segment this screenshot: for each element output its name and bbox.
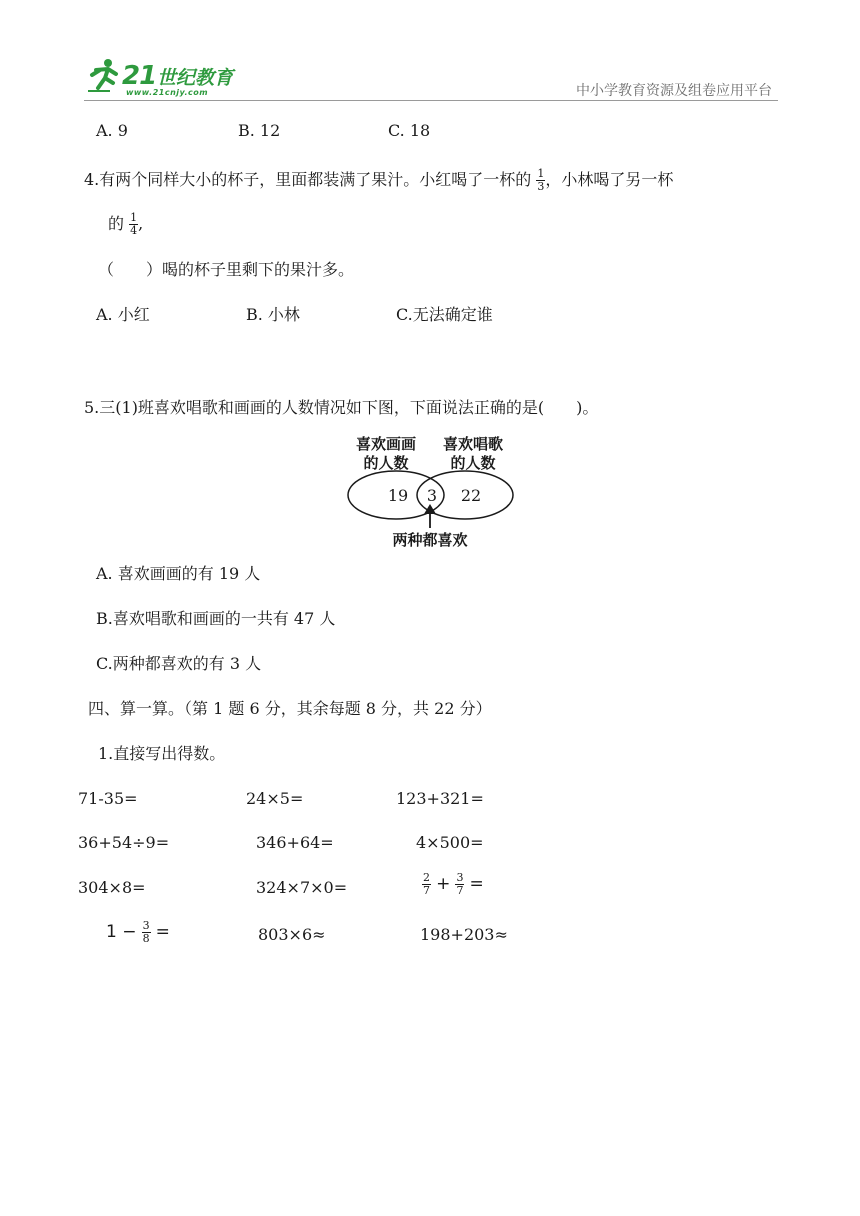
- calc-r4-c3: 198+203≈: [420, 925, 508, 944]
- venn-bottom-label: 两种都喜欢: [392, 531, 468, 549]
- calc-r3-frac2-den: 7: [456, 884, 464, 897]
- q5-option-c: C.两种都喜欢的有 3 人: [96, 654, 262, 673]
- q3-option-a: A. 9: [96, 121, 128, 140]
- calc-r3-frac1: [422, 872, 431, 897]
- runner-logo-icon: [86, 58, 122, 94]
- venn-left-label-2: 的人数: [363, 454, 409, 472]
- q4-option-a: A. 小红: [96, 305, 150, 324]
- q4-question-line3: （ ）喝的杯子里剩下的果汁多。: [98, 260, 355, 279]
- calc-r3-frac1-den: 7: [423, 884, 430, 897]
- calc-r3-c1: 304×8=: [78, 878, 146, 897]
- platform-name: 中小学教育资源及组卷应用平台: [576, 83, 772, 99]
- section4-q1-title: 1.直接写出得数。: [98, 744, 226, 763]
- q4-frac2-den: 4: [130, 224, 138, 237]
- q4-question-line1: [84, 168, 673, 193]
- calc-r4-c1: [106, 920, 170, 945]
- q4-option-b: B. 小林: [246, 305, 300, 324]
- calc-r1-c2: 24×5=: [246, 789, 304, 808]
- venn-right-value: 22: [460, 486, 482, 505]
- logo-number: 21: [122, 61, 157, 91]
- calc-r3-frac2-num: 3: [456, 871, 464, 884]
- q4-question-line2: [108, 212, 143, 237]
- q4-text-part1: 4.有两个同样大小的杯子，里面都装满了果汁。小红喝了一杯的: [84, 170, 532, 189]
- q4-fraction-2: [129, 212, 138, 237]
- calc-r4-frac: [142, 920, 151, 945]
- calc-r3-c2: 324×7×0=: [256, 878, 348, 897]
- q4-text-part4: ,: [138, 214, 144, 233]
- venn-left-value: 19: [387, 486, 409, 505]
- q4-text-part2: ，小林喝了另一杯: [545, 170, 674, 189]
- calc-r4-lead: 1 −: [106, 922, 137, 942]
- q4-option-c: C.无法确定谁: [396, 305, 493, 324]
- q4-text-part3: 的: [108, 214, 125, 233]
- calc-r4-eq: =: [155, 922, 170, 942]
- q5-option-b: B.喜欢唱歌和画画的一共有 47 人: [96, 609, 336, 628]
- calc-r3-eq: =: [469, 874, 484, 894]
- q4-frac1-num: 1: [537, 167, 545, 180]
- q3-option-c: C. 18: [388, 121, 431, 140]
- calc-r2-c3: 4×500=: [416, 833, 484, 852]
- header-divider: [84, 100, 778, 101]
- calc-r3-frac1-num: 2: [423, 871, 430, 884]
- venn-diagram: [338, 430, 528, 554]
- calc-r3-op: +: [436, 874, 451, 894]
- logo-title: 世纪教育: [157, 67, 234, 89]
- q5-option-a: A. 喜欢画画的有 19 人: [96, 564, 261, 583]
- calc-r1-c1: 71-35=: [78, 789, 138, 808]
- q4-frac2-num: 1: [130, 211, 138, 224]
- calc-r3-c3: [422, 872, 484, 897]
- venn-right-label-1: 喜欢唱歌: [442, 435, 504, 453]
- q4-frac1-den: 3: [537, 180, 545, 193]
- q5-question: 5.三(1)班喜欢唱歌和画画的人数情况如下图，下面说法正确的是( )。: [84, 398, 599, 417]
- venn-both-value: 3: [426, 486, 438, 505]
- calc-r4-frac-den: 8: [142, 932, 150, 945]
- calc-r1-c3: 123+321=: [396, 789, 484, 808]
- calc-r4-frac-num: 3: [142, 919, 150, 932]
- logo-url: www.21cnjy.com: [126, 88, 209, 97]
- calc-r4-c2: 803×6≈: [258, 925, 326, 944]
- calc-r2-c2: 346+64=: [256, 833, 334, 852]
- venn-right-label-2: 的人数: [450, 454, 496, 472]
- calc-r3-frac2: [455, 872, 464, 897]
- calc-r2-c1: 36+54÷9=: [78, 833, 170, 852]
- q3-option-b: B. 12: [238, 121, 281, 140]
- venn-left-label-1: 喜欢画画: [355, 435, 417, 453]
- section4-title: 四、算一算。（第 1 题 6 分，其余每题 8 分，共 22 分）: [88, 699, 492, 718]
